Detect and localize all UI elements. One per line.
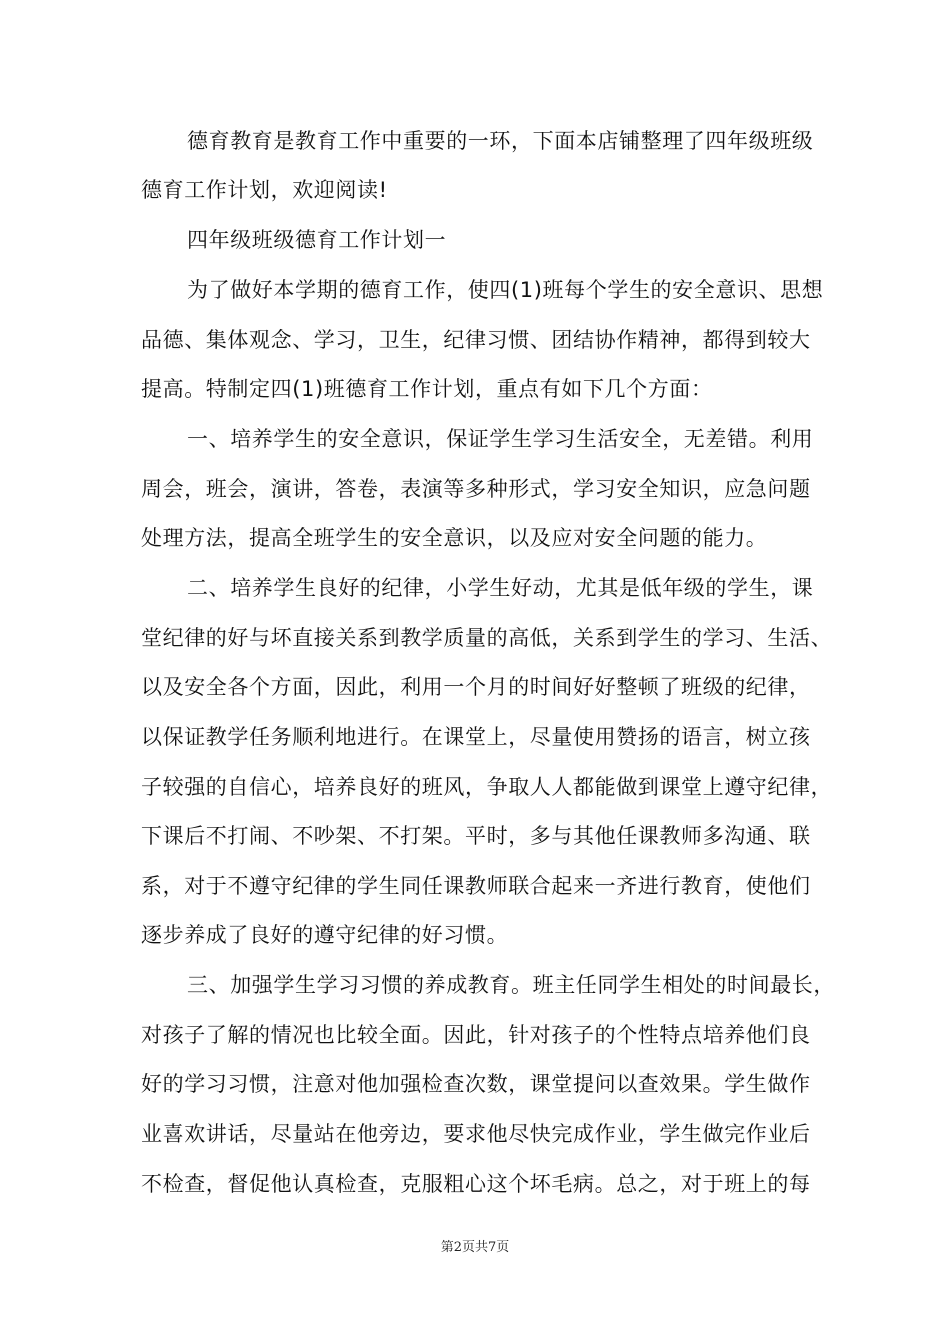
text-line: 为了做好本学期的德育工作，使四(1)班每个学生的安全意识、思想: [187, 278, 824, 302]
text-line: 不检查，督促他认真检查，克服粗心这个坏毛病。总之，对于班上的每: [141, 1172, 811, 1196]
text-line: 一、培养学生的安全意识，保证学生学习生活安全，无差错。利用: [187, 427, 814, 451]
text-line: 逐步养成了良好的遵守纪律的好习惯。: [141, 923, 509, 947]
text-line: 对孩子了解的情况也比较全面。因此，针对孩子的个性特点培养他们良: [141, 1023, 811, 1047]
text-line: 德育工作计划，欢迎阅读!: [141, 178, 388, 202]
text-line: 好的学习习惯，注意对他加强检查次数，课堂提问以查效果。学生做作: [141, 1072, 811, 1096]
text-line: 三、加强学生学习习惯的养成教育。班主任同学生相处的时间最长，: [187, 973, 835, 997]
text-line: 二、培养学生良好的纪律，小学生好动，尤其是低年级的学生，课: [187, 576, 814, 600]
text-line: 下课后不打闹、不吵架、不打架。平时，多与其他任课教师多沟通、联: [141, 824, 811, 848]
text-line: 子较强的自信心，培养良好的班风，争取人人都能做到课堂上遵守纪律，: [141, 775, 833, 799]
text-line: 品德、集体观念、学习，卫生，纪律习惯、团结协作精神，都得到较大: [141, 328, 811, 352]
page-number-footer: 第2页共7页: [440, 1240, 510, 1255]
text-line: 以保证教学任务顺利地进行。在课堂上，尽量使用赞扬的语言，树立孩: [141, 725, 811, 749]
text-line: 系，对于不遵守纪律的学生同任课教师联合起来一齐进行教育，使他们: [141, 874, 811, 898]
text-line: 提高。特制定四(1)班德育工作计划，重点有如下几个方面：: [141, 377, 713, 401]
text-line: 处理方法，提高全班学生的安全意识，以及应对安全问题的能力。: [141, 526, 768, 550]
section-heading: 四年级班级德育工作计划一: [187, 228, 447, 252]
text-line: 周会，班会，演讲，答卷，表演等多种形式，学习安全知识，应急问题: [141, 477, 811, 501]
text-line: 德育教育是教育工作中重要的一环，下面本店铺整理了四年级班级: [187, 129, 814, 153]
text-line: 以及安全各个方面，因此，利用一个月的时间好好整顿了班级的纪律，: [141, 675, 811, 699]
text-line: 业喜欢讲话，尽量站在他旁边，要求他尽快完成作业，学生做完作业后: [141, 1122, 811, 1146]
text-line: 堂纪律的好与坏直接关系到教学质量的高低，关系到学生的学习、生活、: [141, 626, 833, 650]
